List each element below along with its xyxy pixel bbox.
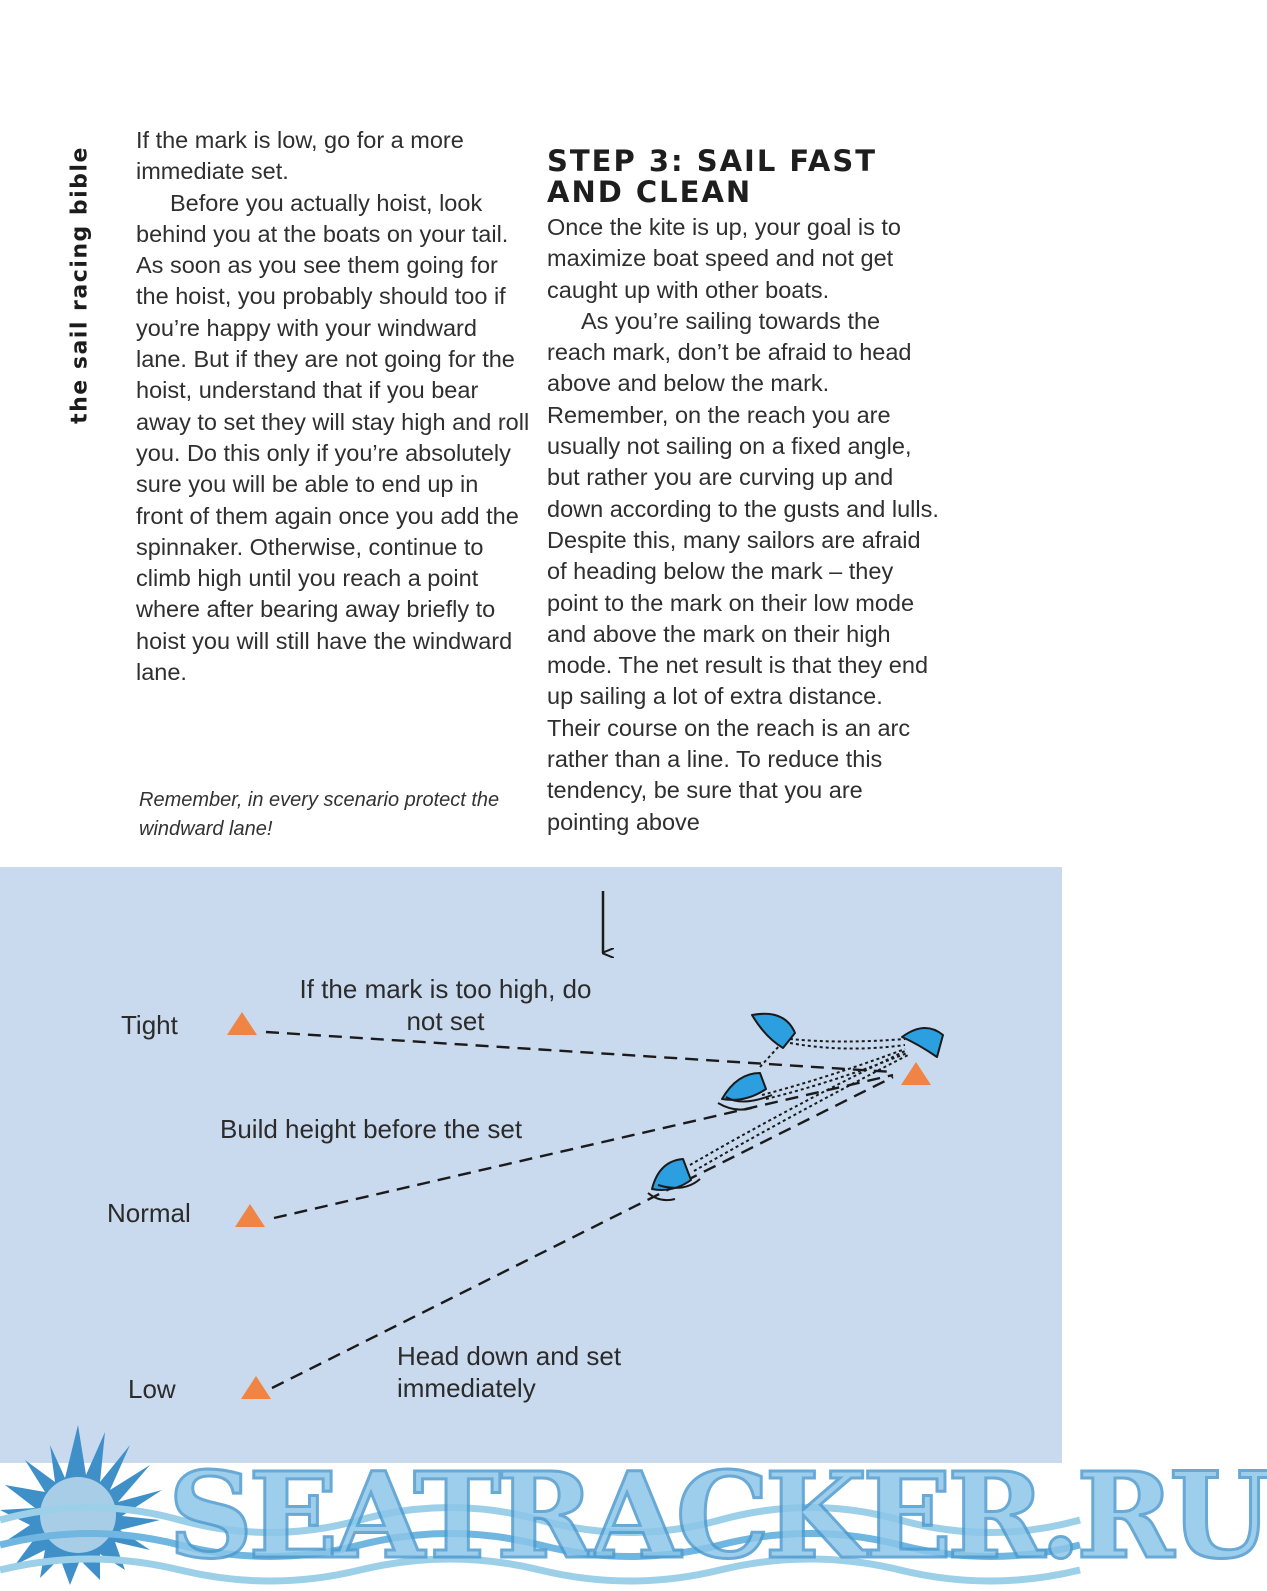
diagram-caption: Remember, in every scenario protect the windward lane! [139,789,500,840]
label-head-down: Head down and set immediately [397,1341,622,1403]
label-low: Low [128,1374,176,1404]
label-build-height: Build height before the set [220,1114,523,1144]
label-tight: Tight [121,1010,178,1040]
left-paragraph-2: Before you actually hoist, look behind you at the boats on your tail. As soon as you see them going for the hoist, you probably should too if you’re happy with your windward lane. But if they are not going for the hoist, understand that if you bear away to set they will stay high and roll you. Do this only if you’re absolutely sure you will be able to end up in front of them again once you add the spinnaker. Otherwise, continue to climb high until you reach a point where after bearing away briefly to hoist you will still have the windward lane. [136,189,530,686]
tight-course-line [266,1032,893,1072]
boat-tight-right-icon [902,1028,943,1057]
running-head [62,140,98,430]
left-paragraph-1: If the mark is low, go for a more immediate set. [136,127,464,185]
boat-track-tight-2 [790,1043,905,1049]
wake-low [648,1193,675,1200]
wake-normal [718,1103,752,1110]
right-paragraph-2: As you’re sailing towards the reach mark, don’t be afraid to head above and below the mark. Remember, on the reach you are usually not sailing on a fixed angle, but rather you are curving up and down according to the gusts and lulls. Despite this, many sailors are afraid of heading below the mark – they point to the mark on their low mode and above the mark on their high mode. The net result is that they end up sailing a lot of extra distance. Their course on the reach is an arc rather than a line. To reduce this tendency, be sure that you are pointing above [547,307,939,835]
left-column [136,125,531,688]
boat-tight-left-icon [752,1014,795,1048]
right-column [547,146,942,838]
normal-mark-icon [235,1204,265,1227]
boat-track-low [690,1051,905,1165]
boat-track-tight [790,1039,905,1042]
normal-course-line [274,1075,893,1218]
spinnaker-set-diagram [0,867,1062,1463]
low-mark-icon [241,1376,271,1399]
watermark-text: SEATRACKER.RU [168,1446,1267,1585]
label-mark-too-high: If the mark is too high, do not set [299,974,592,1036]
tight-mark-icon [227,1012,257,1035]
running-head-text: the sail racing bible [67,146,93,424]
boat-low-icon [652,1159,691,1190]
label-normal: Normal [107,1198,191,1228]
reach-mark-icon [901,1062,931,1085]
right-paragraph-1: Once the kite is up, your goal is to maximize boat speed and not get caught up with other boats. [547,214,901,303]
section-heading: STEP 3: SAIL FAST AND CLEAN [547,144,877,209]
boat-normal-icon [722,1073,766,1100]
